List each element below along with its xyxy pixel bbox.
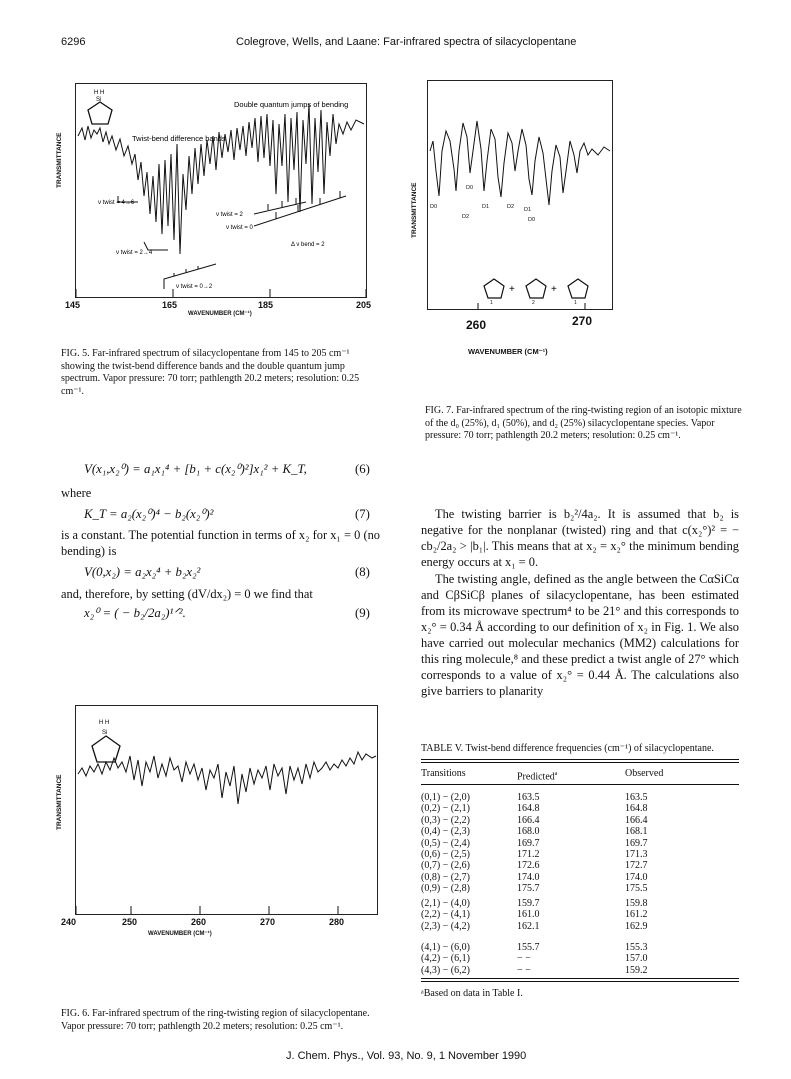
observed-cell: 161.2 <box>625 909 648 921</box>
fig7-peak-d0-c: D0 <box>466 185 474 191</box>
equation-8-number: (8) <box>355 565 370 579</box>
predicted-cell: 155.7 <box>517 942 540 953</box>
page-number: 6296 <box>61 36 86 48</box>
paragraph-twisting-angle: The twisting angle, defined as the angle between the CαSiCα and CβSiCβ planes of silacyclopentane, has been estimated from its microwave spectrum⁴ to be 21° and this corresponds to x₂° = 0.34 Å according to our definition of x₂ in Fig. 1. We also have carried out molecular mechanics (MM2) calculations for this ring molecule,⁸ and these predict a twist angle of 27° which corresponds to a value of x₂° = 0.44 Å. The calculations also give barriers to planarity <box>421 572 739 698</box>
fig5-tick-145: 145 <box>65 300 81 310</box>
table-group-1 <box>421 792 739 895</box>
fig5-tick-205: 205 <box>356 300 372 310</box>
equation-7-number: (7) <box>355 507 370 521</box>
table-body-2 <box>421 898 739 932</box>
fig6-plot <box>76 706 377 914</box>
fig5-spectrum <box>78 104 364 254</box>
predicted-cell: − − <box>517 953 531 965</box>
table-footnote: ᵃBased on data in Table I. <box>421 988 523 999</box>
fig6-xlabel: WAVENUMBER (CM⁻¹) <box>148 931 212 937</box>
fig6-molecule <box>92 736 120 762</box>
fig7-peak-d1-b: D1 <box>524 207 532 213</box>
equation-6-number: (6) <box>355 462 370 476</box>
fig6-ticks <box>76 906 338 914</box>
table-rule-top-2 <box>421 762 739 763</box>
table-row <box>421 792 739 803</box>
fig5-label-tw2: ν twist = 2 <box>216 212 243 218</box>
fig6-mol-hh: H H <box>99 720 110 726</box>
predicted-cell: 166.4 <box>517 814 540 826</box>
transition-cell: (0,4) − (2,3) <box>421 826 470 838</box>
fig7-peak-d2-a: D2 <box>462 214 470 220</box>
predicted-cell: 161.0 <box>517 909 540 921</box>
fig5-label-tw0: ν twist = 0 <box>226 225 253 231</box>
predicted-cell: 168.0 <box>517 826 540 838</box>
fig7-spectrum <box>430 121 610 205</box>
observed-cell: 166.4 <box>625 814 648 826</box>
table-group-2 <box>421 898 739 932</box>
fig6-tick-260: 260 <box>191 917 207 927</box>
table-body-1 <box>421 792 739 895</box>
observed-cell: 172.7 <box>625 860 648 872</box>
fig5-molecule <box>88 102 112 124</box>
observed-cell: 163.5 <box>625 792 648 803</box>
fig5-xlabel: WAVENUMBER (CM⁻¹) <box>188 311 252 317</box>
fig7-tick-260: 260 <box>466 318 487 332</box>
fig7-caption: FIG. 7. Far-infrared spectrum of the ring-twisting region of an isotopic mixture of the d₀ (25%), d₁ (50%), and d₂ (25%) silacyclopentane species. Vapor pressure: 70 torr; pathlength 20.2 meters; resolution: 0.25 cm⁻¹. <box>425 405 742 441</box>
fig5-mol-hh: H H <box>94 90 105 96</box>
fig5-mol-si: Si <box>96 97 102 103</box>
fig7-peak-d1-a: D1 <box>482 204 490 210</box>
fig5-annot-twistbend: Twist-bend difference bands <box>132 134 226 143</box>
table-rule-top-1 <box>421 759 739 760</box>
fig5-label-bend: Δ ν bend = 2 <box>291 242 325 248</box>
table-row <box>421 860 739 871</box>
equation-7: K_T = a₂(x₂⁰)⁴ − b₂(x₂⁰)² <box>84 507 214 521</box>
fig7-peak-d0-a: D0 <box>430 204 438 210</box>
predicted-cell: 172.6 <box>517 860 540 872</box>
table-row <box>421 942 739 953</box>
fig6-spectrum <box>78 752 376 804</box>
predicted-cell: 164.8 <box>517 803 540 815</box>
fig7-xlabel: WAVENUMBER (CM⁻¹) <box>468 347 548 356</box>
observed-cell: 168.1 <box>625 826 648 838</box>
observed-cell: 171.3 <box>625 849 648 861</box>
table-body-3 <box>421 942 739 976</box>
transition-cell: (4,3) − (6,2) <box>421 964 470 976</box>
table-header-predicted: Predicted$^a$ <box>517 771 558 783</box>
fig6-frame <box>75 705 378 915</box>
running-title: Colegrove, Wells, and Laane: Far-infrared spectra of silacyclopentane <box>236 36 577 48</box>
transition-cell: (0,2) − (2,1) <box>421 803 470 815</box>
fig7-peak-d2-b: D2 <box>507 204 515 210</box>
table-row <box>421 953 739 964</box>
fig6-tick-270: 270 <box>260 917 276 927</box>
equation-8: V(0,x₂) = a₂x₂⁴ + b₂x₂² <box>84 565 201 579</box>
fig5-tick-165: 165 <box>162 300 178 310</box>
fig5-tick-185: 185 <box>258 300 274 310</box>
transition-cell: (2,3) − (4,2) <box>421 920 470 932</box>
fig5-frame <box>75 83 367 298</box>
table-header-transitions: Transitions <box>421 768 466 779</box>
transition-cell: (0,1) − (2,0) <box>421 792 470 803</box>
table-row <box>421 826 739 837</box>
predicted-cell: 159.7 <box>517 898 540 909</box>
table-header-observed: Observed <box>625 768 664 779</box>
fig7-mol-num-3: 1 <box>574 300 577 306</box>
equation-9-number: (9) <box>355 606 370 620</box>
predicted-cell: 174.0 <box>517 871 540 883</box>
table-rule-bottom-1 <box>421 978 739 979</box>
table-rule-bottom-2 <box>421 981 739 982</box>
transition-cell: (0,3) − (2,2) <box>421 814 470 826</box>
fig5-ylabel: TRANSMITTANCE <box>56 132 63 188</box>
transition-cell: (4,2) − (6,1) <box>421 953 470 965</box>
transition-cell: (2,1) − (4,0) <box>421 898 470 909</box>
journal-footer: J. Chem. Phys., Vol. 93, No. 9, 1 November 1990 <box>286 1050 527 1062</box>
table-row <box>421 909 739 920</box>
fig7-mol-num-2: 2 <box>532 300 535 306</box>
fig7-ylabel: TRANSMITTANCE <box>411 182 418 238</box>
transition-cell: (0,7) − (2,6) <box>421 860 470 872</box>
transition-cell: (0,5) − (2,4) <box>421 837 470 849</box>
predicted-cell: 163.5 <box>517 792 540 803</box>
observed-cell: 175.5 <box>625 883 648 895</box>
transition-cell: (2,2) − (4,1) <box>421 909 470 921</box>
table-row <box>421 883 739 894</box>
text-constant: is a constant. The potential function in terms of x₂ for x₁ = 0 (no bending) is <box>61 528 380 558</box>
observed-cell: 155.3 <box>625 942 648 953</box>
fig5-caption: FIG. 5. Far-infrared spectrum of silacyclopentane from 145 to 205 cm⁻¹ showing the twist-bend difference bands and the double quantum jump spectrum. Vapor pressure: 70 torr; pathlength 20.2 meters; resolution: 0.25 cm⁻¹. <box>61 348 360 397</box>
text-therefore: and, therefore, by setting (dV/dx₂) = 0 we find that <box>61 587 313 601</box>
table-row <box>421 965 739 976</box>
table-row <box>421 921 739 932</box>
table-title: TABLE V. Twist-bend difference frequencies (cm⁻¹) of silacyclopentane. <box>421 743 714 754</box>
observed-cell: 162.9 <box>625 920 648 932</box>
predicted-cell: 171.2 <box>517 849 540 861</box>
fig5-label-24: ν twist = 2→4 <box>116 250 153 256</box>
fig6-caption: FIG. 6. Far-infrared spectrum of the ring-twisting region of silacyclopentane. Vapor pressure: 70 torr; pathlength 20.2 meters; resolution: 0.25 cm⁻¹. <box>61 1008 370 1032</box>
table-row <box>421 898 739 909</box>
fig7-mol-num-1: 1 <box>490 300 493 306</box>
fig6-tick-240: 240 <box>61 917 77 927</box>
text-where: where <box>61 486 92 500</box>
observed-cell: 159.2 <box>625 964 648 976</box>
fig6-tick-250: 250 <box>122 917 138 927</box>
table-row <box>421 872 739 883</box>
fig7-peak-d0-b: D0 <box>528 217 536 223</box>
fig5-label-46: ν twist = 4→6 <box>98 200 135 206</box>
table-row <box>421 803 739 814</box>
table-group-3 <box>421 942 739 976</box>
fig7-plot <box>428 81 612 309</box>
predicted-cell: 169.7 <box>517 837 540 849</box>
fig5-label-02: ν twist = 0→2 <box>176 284 213 290</box>
table-header-footnote-mark: a <box>554 771 558 777</box>
fig7-plus-2: + <box>551 284 557 295</box>
fig7-molecules <box>484 279 588 298</box>
fig6-ylabel: TRANSMITTANCE <box>56 774 63 830</box>
transition-cell: (0,8) − (2,7) <box>421 871 470 883</box>
fig5-ticks <box>76 289 366 297</box>
fig7-tick-270: 270 <box>572 314 593 328</box>
predicted-cell: 175.7 <box>517 883 540 895</box>
transition-cell: (4,1) − (6,0) <box>421 942 470 953</box>
predicted-cell: − − <box>517 964 531 976</box>
equation-9: x₂⁰ = ( − b₂/2a₂)¹ᐟ². <box>84 606 186 620</box>
fig5-plot <box>76 84 366 297</box>
table-rule-header <box>421 784 739 785</box>
observed-cell: 169.7 <box>625 837 648 849</box>
fig6-tick-280: 280 <box>329 917 345 927</box>
fig5-markers <box>118 191 346 289</box>
paragraph-twisting-barrier: The twisting barrier is b₂²/4a₂. It is assumed that b₂ is negative for the nonplanar (twisted) ring and that c(x₂°)² = − cb₂/2a₂ > |b₁|. This means that at x₂ = x₂° the minimum bending energy occurs at x₁ = 0. <box>421 507 739 569</box>
equation-6: V(x₁,x₂⁰) = a₁x₁⁴ + [b₁ + c(x₂⁰)²]x₁² + K_T, <box>84 462 307 476</box>
transition-cell: (0,9) − (2,8) <box>421 883 470 895</box>
predicted-cell: 162.1 <box>517 920 540 932</box>
table-row <box>421 838 739 849</box>
table-row <box>421 849 739 860</box>
observed-cell: 157.0 <box>625 953 648 965</box>
fig6-mol-si: Si <box>102 730 108 736</box>
observed-cell: 174.0 <box>625 871 648 883</box>
observed-cell: 164.8 <box>625 803 648 815</box>
transition-cell: (0,6) − (2,5) <box>421 849 470 861</box>
observed-cell: 159.8 <box>625 898 648 909</box>
fig7-frame <box>427 80 613 310</box>
fig5-annot-double: Double quantum jumps of bending <box>234 100 349 109</box>
fig7-plus-1: + <box>509 284 515 295</box>
table-row <box>421 815 739 826</box>
